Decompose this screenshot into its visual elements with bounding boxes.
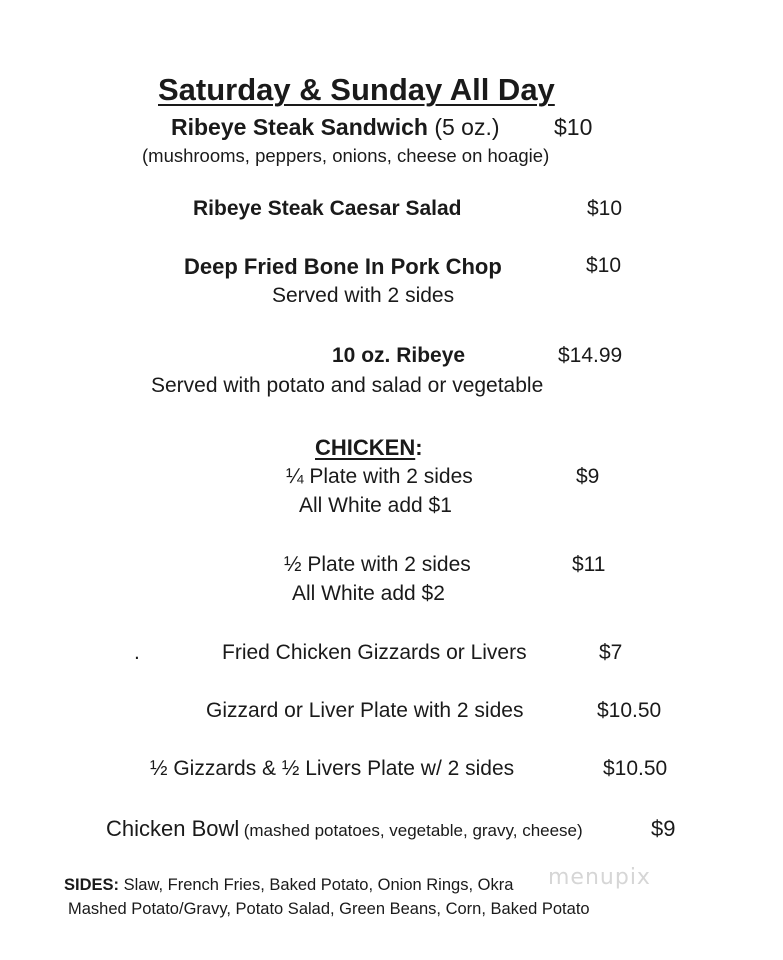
pork-chop-name: Deep Fried Bone In Pork Chop — [184, 254, 502, 279]
half-half-plate-name: ½ Gizzards & ½ Livers Plate w/ 2 sides — [150, 757, 515, 780]
chicken-heading — [315, 435, 423, 461]
stray-dot: . — [134, 641, 140, 664]
chicken-heading-text: CHICKEN — [315, 435, 416, 460]
gizzard-plate-price: $10.50 — [597, 699, 662, 722]
chicken-bowl-line — [106, 816, 583, 842]
pork-chop-desc: Served with 2 sides — [272, 284, 455, 307]
chicken-heading-colon: : — [415, 435, 423, 460]
ribeye-10oz-desc: Served with potato and salad or vegetable — [151, 374, 544, 397]
gizzard-plate-name: Gizzard or Liver Plate with 2 sides — [206, 699, 524, 722]
menupix-watermark: menupix — [548, 865, 651, 890]
sides-list-1: Slaw, French Fries, Baked Potato, Onion Rings, Okra — [123, 876, 514, 894]
caesar-salad-name: Ribeye Steak Caesar Salad — [193, 197, 462, 220]
chicken-quarter-name: ¼ Plate with 2 sides — [286, 465, 473, 488]
half-half-plate-price: $10.50 — [603, 757, 668, 780]
ribeye-sandwich-desc: (mushrooms, peppers, onions, cheese on hoagie) — [142, 145, 550, 166]
item-name: Ribeye Steak Sandwich — [171, 114, 428, 140]
chicken-half-name: ½ Plate with 2 sides — [284, 553, 471, 576]
sides-line-1 — [64, 876, 513, 895]
chicken-half-note: All White add $2 — [292, 582, 445, 605]
chicken-quarter-price: $9 — [576, 465, 600, 488]
ribeye-10oz-name: 10 oz. Ribeye — [332, 344, 466, 367]
chicken-bowl-price: $9 — [651, 816, 676, 841]
chicken-bowl-desc: (mashed potatoes, vegetable, gravy, cheese) — [243, 821, 583, 840]
caesar-salad-price: $10 — [587, 197, 623, 220]
chicken-quarter-note: All White add $1 — [299, 494, 452, 517]
chicken-bowl-name: Chicken Bowl — [106, 816, 240, 841]
ribeye-10oz-price: $14.99 — [558, 344, 623, 367]
item-size: (5 oz.) — [434, 114, 500, 140]
sides-label: SIDES: — [64, 876, 120, 894]
ribeye-sandwich-price: $10 — [554, 114, 593, 140]
chicken-half-price: $11 — [572, 553, 606, 576]
sides-list-2: Mashed Potato/Gravy, Potato Salad, Green Beans, Corn, Baked Potato — [68, 900, 590, 918]
ribeye-sandwich-line — [171, 114, 500, 141]
fried-gizzards-name: Fried Chicken Gizzards or Livers — [222, 641, 527, 664]
pork-chop-price: $10 — [586, 254, 622, 277]
fried-gizzards-price: $7 — [599, 641, 623, 664]
menu-title: Saturday & Sunday All Day — [158, 72, 555, 107]
